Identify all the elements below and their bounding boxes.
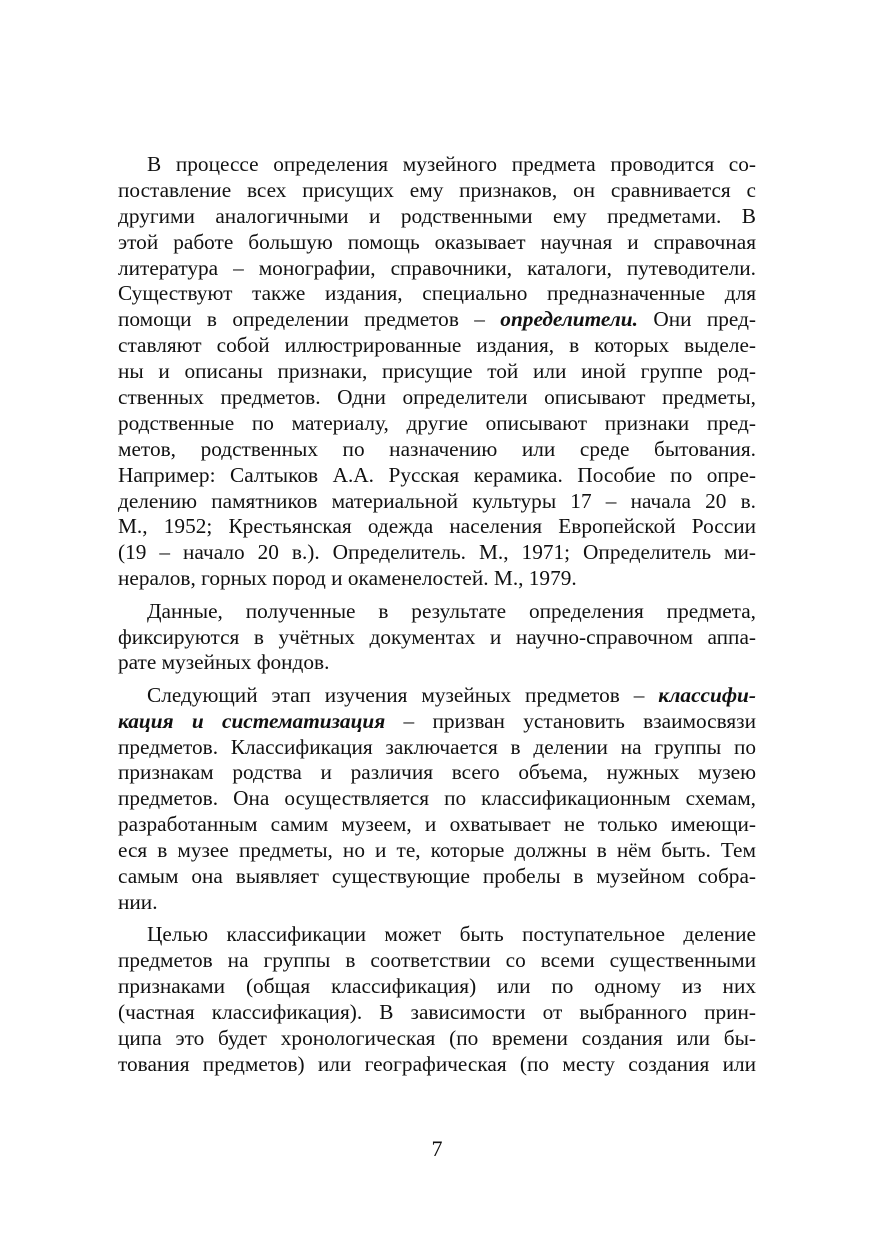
text-run: еся в музее предметы, но и те, которые должны в нём быть. Тем (118, 838, 756, 863)
text-line (118, 1026, 756, 1052)
text-line (118, 437, 756, 463)
text-line (118, 281, 756, 307)
text-run: Например: Салтыков А.А. Русская керамика. Пособие по опре- (118, 462, 756, 487)
text-run: этой работе большую помощь оказывает научная и справочная (118, 229, 756, 254)
text-run: ципа это будет хронологическая (по времени создания или бы- (118, 1025, 756, 1050)
paragraph (118, 152, 756, 592)
term-emphasis-wrapper (658, 683, 756, 707)
paragraph (118, 922, 756, 1077)
text-run: поставление всех присущих ему признаков, он сравнивается с (118, 177, 756, 202)
text-run: Следующий этап изучения музейных предметов – (147, 682, 659, 707)
text-line (118, 948, 756, 974)
text-run: Данные, полученные в результате определения предмета, (147, 598, 756, 623)
text-line (118, 974, 756, 1000)
text-run: разработанным самим музеем, и охватывает не только имеющи- (118, 812, 756, 837)
text-run: рате музейных фондов. (118, 650, 330, 675)
text-line (118, 890, 756, 916)
text-run: ственных предметов. Одни определители описывают предметы, (118, 385, 756, 410)
text-line (118, 864, 756, 890)
text-line (118, 650, 756, 676)
text-line (118, 1052, 756, 1078)
text-run: делению памятников материальной культуры 17 – начала 20 в. (118, 488, 756, 513)
text-run: ставляют собой иллюстрированные издания, в которых выделе- (118, 333, 756, 358)
text-line (118, 514, 756, 540)
text-line (118, 760, 756, 786)
text-run: другими аналогичными и родственными ему предметами. В (118, 203, 756, 228)
text-run: помощи в определении предметов – (118, 307, 501, 332)
term-emphasis-wrapper (118, 709, 385, 733)
paragraph (118, 599, 756, 677)
text-run: фиксируются в учётных документах и научно-справочном аппа- (118, 624, 756, 649)
text-line (118, 625, 756, 651)
text-run: самым она выявляет существующие пробелы в музейном собра- (118, 864, 756, 889)
text-run: нии. (118, 889, 158, 914)
term-emphasis: определители. (500, 307, 638, 332)
term-emphasis: классифи- (658, 682, 756, 707)
text-line (118, 540, 756, 566)
text-line (118, 359, 756, 385)
text-run: М., 1952; Крестьянская одежда населения Европейской России (118, 514, 756, 539)
text-run: ны и описаны признаки, присущие той или иной группе род- (118, 359, 756, 384)
text-run: (19 – начало 20 в.). Определитель. М., 1971; Определитель ми- (118, 540, 756, 565)
text-line (118, 333, 756, 359)
text-run: литература – монографии, справочники, каталоги, путеводители. (118, 255, 756, 280)
text-line (118, 812, 756, 838)
text-line (118, 786, 756, 812)
text-line (118, 922, 756, 948)
text-run: тования предметов) или географическая (по месту создания или (118, 1051, 756, 1076)
text-run: метов, родственных по назначению или среде бытования. (118, 436, 756, 461)
text-line (118, 230, 756, 256)
text-run: признаками (общая классификация) или по одному из них (118, 974, 756, 999)
text-line (118, 385, 756, 411)
text-run: (частная классификация). В зависимости от выбранного прин- (118, 1000, 756, 1024)
text-run: нералов, горных пород и окаменелостей. М., 1979. (118, 566, 577, 591)
text-line (118, 735, 756, 761)
text-run: предметов. Она осуществляется по классификационным схемам, (118, 786, 756, 811)
term-emphasis-wrapper (500, 307, 638, 331)
text-line (118, 204, 756, 230)
text-line (118, 1000, 756, 1026)
text-line (118, 256, 756, 282)
text-run: родственные по материалу, другие описывают признаки пред- (118, 410, 756, 435)
text-run: предметов. Классификация заключается в делении на группы по (118, 734, 756, 759)
text-line (118, 838, 756, 864)
text-line (118, 463, 756, 489)
text-run: В процессе определения музейного предмета проводится со- (147, 152, 756, 176)
page-number: 7 (431, 1136, 443, 1161)
text-run: – призван установить взаимосвязи (385, 708, 756, 733)
term-emphasis: кация и систематизация (118, 708, 386, 733)
text-line (118, 709, 756, 735)
text-run: предметов на группы в соответствии со всеми существенными (118, 948, 756, 973)
text-line (118, 178, 756, 204)
page-body (118, 152, 756, 1078)
text-run: признакам родства и различия всего объема, нужных музею (118, 760, 756, 785)
text-run: Целью классификации может быть поступательное деление (147, 922, 756, 947)
paragraph (118, 683, 756, 916)
text-line (118, 152, 756, 178)
text-line (118, 683, 756, 709)
text-line (118, 566, 756, 592)
text-line (118, 599, 756, 625)
text-line (118, 489, 756, 515)
text-run: Они пред- (637, 307, 757, 332)
text-line (118, 307, 756, 333)
text-line (118, 411, 756, 437)
text-run: Существуют также издания, специально предназначенные для (118, 281, 756, 306)
